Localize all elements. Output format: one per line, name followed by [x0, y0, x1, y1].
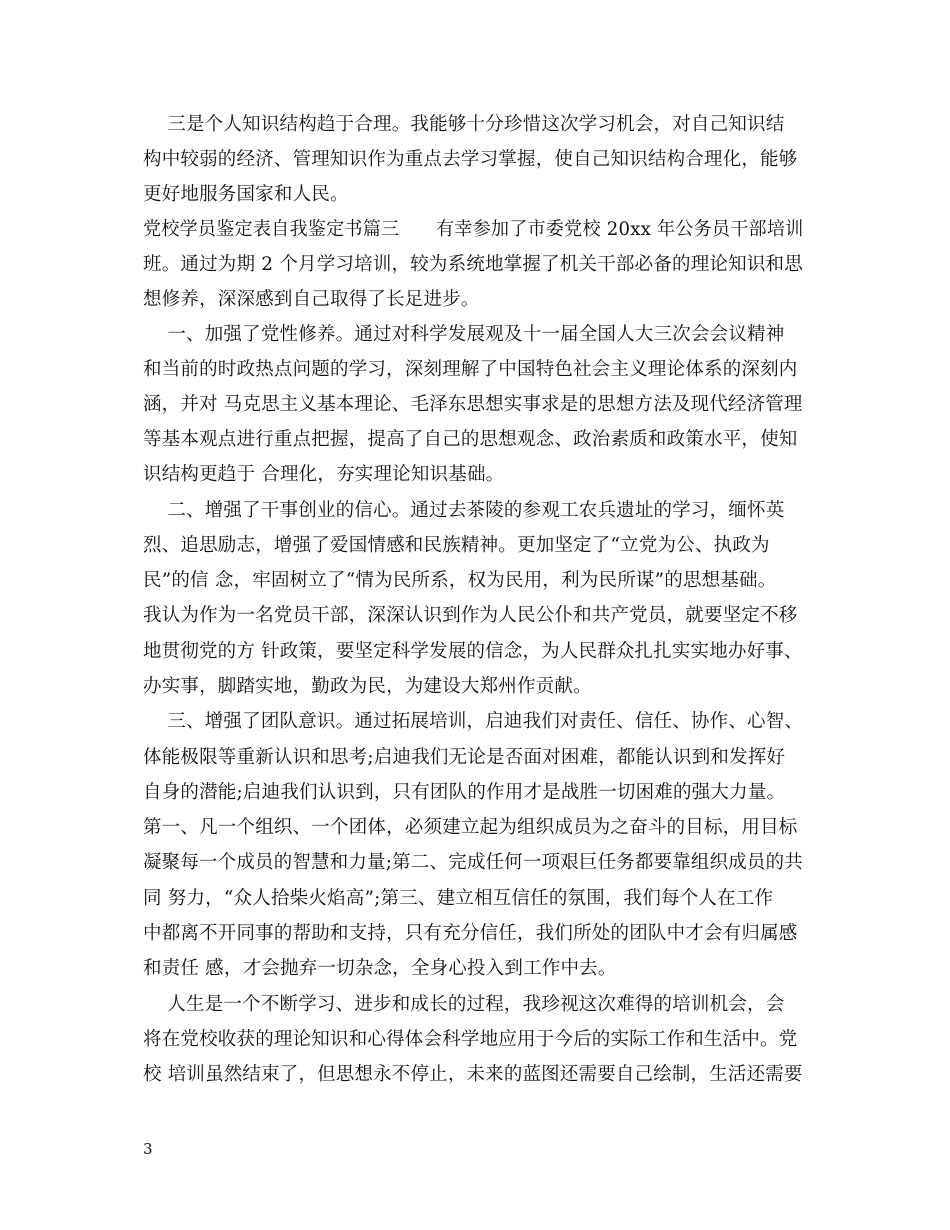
text-line: 等基本观点进行重点把握，提高了自己的思想观念、政治素质和政策水平，使知 [143, 429, 798, 450]
text-line: 党校学员鉴定表自我鉴定书篇三 有幸参加了市委党校 20xx 年公务员干部培训 [143, 219, 804, 240]
text-line: 更好地服务国家和人民。 [143, 184, 349, 205]
text-line: 构中较弱的经济、管理知识作为重点去学习掌握，使自己知识结构合理化，能够 [143, 149, 798, 170]
text-line: 烈、追思励志，增强了爱国情感和民族精神。更加坚定了“立党为公、执政为 [143, 535, 770, 556]
text-line: 地贯彻党的方 针政策，要坚定科学发展的信念，为人民群众扎扎实实地办好事、 [143, 641, 803, 662]
text-line: 将在党校收获的理论知识和心得体会科学地应用于今后的实际工作和生活中。党 [143, 1029, 798, 1050]
text-line: 和当前的时政热点问题的学习，深刻理解了中国特色社会主义理论体系的深刻内 [143, 359, 798, 380]
text-line: 人生是一个不断学习、进步和成长的过程，我珍视这次难得的培训机会，会 [143, 994, 785, 1015]
text-line: 班。通过为期 2 个月学习培训，较为系统地掌握了机关干部必备的理论知识和思 [143, 254, 803, 275]
text-line: 涵，并对 马克思主义基本理论、毛泽东思想实事求是的思想方法及现代经济管理 [143, 394, 803, 415]
text-line: 体能极限等重新认识和思考;启迪我们无论是否面对困难，都能认识到和发挥好 [143, 747, 786, 768]
text-line: 中都离不开同事的帮助和支持，只有充分信任，我们所处的团队中才会有归属感 [143, 923, 798, 944]
text-line: 和责任 感，才会抛弃一切杂念，全身心投入到工作中去。 [143, 958, 617, 979]
text-line: 校 培训虽然结束了，但思想永不停止，未来的蓝图还需要自己绘制，生活还需要 [143, 1064, 803, 1085]
text-line: 一、加强了党性修养。通过对科学发展观及十一届全国人大三次会会议精神 [143, 324, 785, 345]
text-line: 同 努力，“众人拾柴火焰高”;第三、建立相互信任的氛围，我们每个人在工作 [143, 888, 774, 909]
text-line: 二、增强了干事创业的信心。通过去茶陵的参观工农兵遗址的学习，缅怀英 [143, 500, 785, 521]
text-line: 第一、凡一个组织、一个团体，必须建立起为组织成员为之奋斗的目标，用目标 [143, 817, 798, 838]
text-line: 三是个人知识结构趋于合理。我能够十分珍惜这次学习机会，对自己知识结 [143, 114, 785, 135]
text-line: 自身的潜能;启迪我们认识到，只有团队的作用才是战胜一切困难的强大力量。 [143, 782, 786, 803]
text-line: 想修养，深深感到自己取得了长足进步。 [143, 289, 480, 310]
page-number: 3 [143, 1140, 153, 1158]
text-line: 办实事，脚踏实地，勤政为民，为建设大郑州作贡献。 [143, 676, 592, 697]
text-line: 凝聚每一个成员的智慧和力量;第二、完成任何一项艰巨任务都要靠组织成员的共 [143, 852, 803, 873]
text-line: 三、增强了团队意识。通过拓展培训，启迪我们对责任、信任、协作、心智、 [143, 711, 804, 732]
text-line: 我认为作为一名党员干部，深深认识到作为人民公仆和共产党员，就要坚定不移 [143, 605, 798, 626]
text-line: 民”的信 念，牢固树立了“情为民所系，权为民用，利为民所谋”的思想基础。 [143, 570, 777, 591]
text-line: 识结构更趋于 合理化，夯实理论知识基础。 [143, 464, 505, 485]
